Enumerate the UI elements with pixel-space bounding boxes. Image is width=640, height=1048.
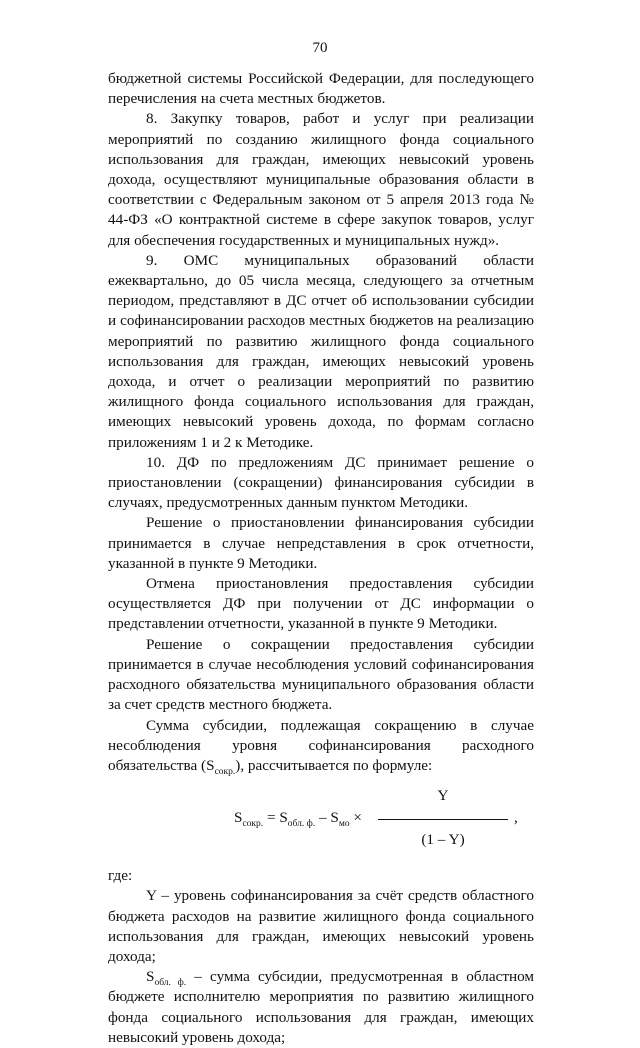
formula-lhs: $S_{сокр.} = S_{обл. ф.} - S_{мо}$ × [234, 809, 362, 830]
page-number: 70 [312, 40, 328, 56]
paragraph-suspension-decision: Решение о приостановлении финансирования субсидии принимается в случае непредставления в срок отчетности, указанной в пункте 9 Методики. [108, 514, 534, 572]
paragraph-item-10: 10. ДФ по предложениям ДС принимает решение о приостановлении (сокращении) финансирования субсидии в случаях, предусмотренных данным пунктом Методики. [108, 453, 534, 512]
definition-y: Y – уровень софинансирования за счёт средств областного бюджета расходов на развитие жилищного фонда социального использования для граждан, имеющих невысокий уровень дохода; [108, 887, 534, 965]
reduction-formula [108, 780, 534, 866]
where-label: где: [108, 867, 133, 885]
paragraph-sum-intro [108, 716, 534, 777]
paragraph-continuation: бюджетной системы Российской Федерации, для последующего перечисления на счета местных бюджетов. [108, 70, 534, 108]
sum-intro-sub: сокр. [214, 766, 236, 777]
paragraph-reduction-decision: Решение о сокращении предоставления субсидии принимается в случае несоблюдения условий софинансирования расходного обязательства муниципального образования области за счет средств местного бюджета. [108, 635, 534, 714]
formula-denominator: (1 – Y) [421, 831, 465, 849]
paragraph-item-8: 8. Закупку товаров, работ и услуг при реализации мероприятий по созданию жилищного фонда социального использования для граждан, имеющих невысокий уровень дохода, осуществляют муниципальные образования области в соответствии с Федеральным законом от 5 апреля 2013 года № 44-ФЗ «О контрактной системе в сфере закупок товаров, услуг для обеспечения государственных и муниципальных нужд». [108, 110, 534, 249]
paragraph-item-9: 9. ОМС муниципальных образований области ежеквартально, до 05 числа месяца, следующего за отчетным периодом, представляют в ДС отчет об использовании субсидии и софинансировании расходов местных бюджетов на реализацию мероприятий по развитию жилищного фонда социального использования для граждан, имеющих невысокий уровень дохода, и отчет о реализации мероприятий по развитию жилищного фонда социального использования для граждан, имеющих невысокий уровень дохода, по формам согласно приложениям 1 и 2 к Методике. [108, 251, 534, 451]
formula-comma: , [514, 809, 518, 827]
definition-s-obl: $S_{обл. ф.}$ – сумма субсидии, предусмотренная в областном бюджете исполнителю мероприятия по развитию жилищного фонда социального использования для граждан, имеющих невысокий уровень дохода; [108, 968, 534, 1046]
formula-numerator: Y [437, 787, 449, 805]
formula-fraction-line [378, 819, 508, 820]
paragraph-suspension-cancel: Отмена приостановления предоставления субсидии осуществляется ДФ при получении от ДС информации о представлении отчетности, указанной в пункте 9 Методики. [108, 575, 534, 633]
sum-intro-before: Сумма субсидии, подлежащая сокращению в случае несоблюдения уровня софинансирования расходного обязательства (S [108, 716, 534, 774]
sum-intro-after: ), рассчитывается по формуле: [235, 756, 433, 774]
body-text [108, 69, 534, 1048]
